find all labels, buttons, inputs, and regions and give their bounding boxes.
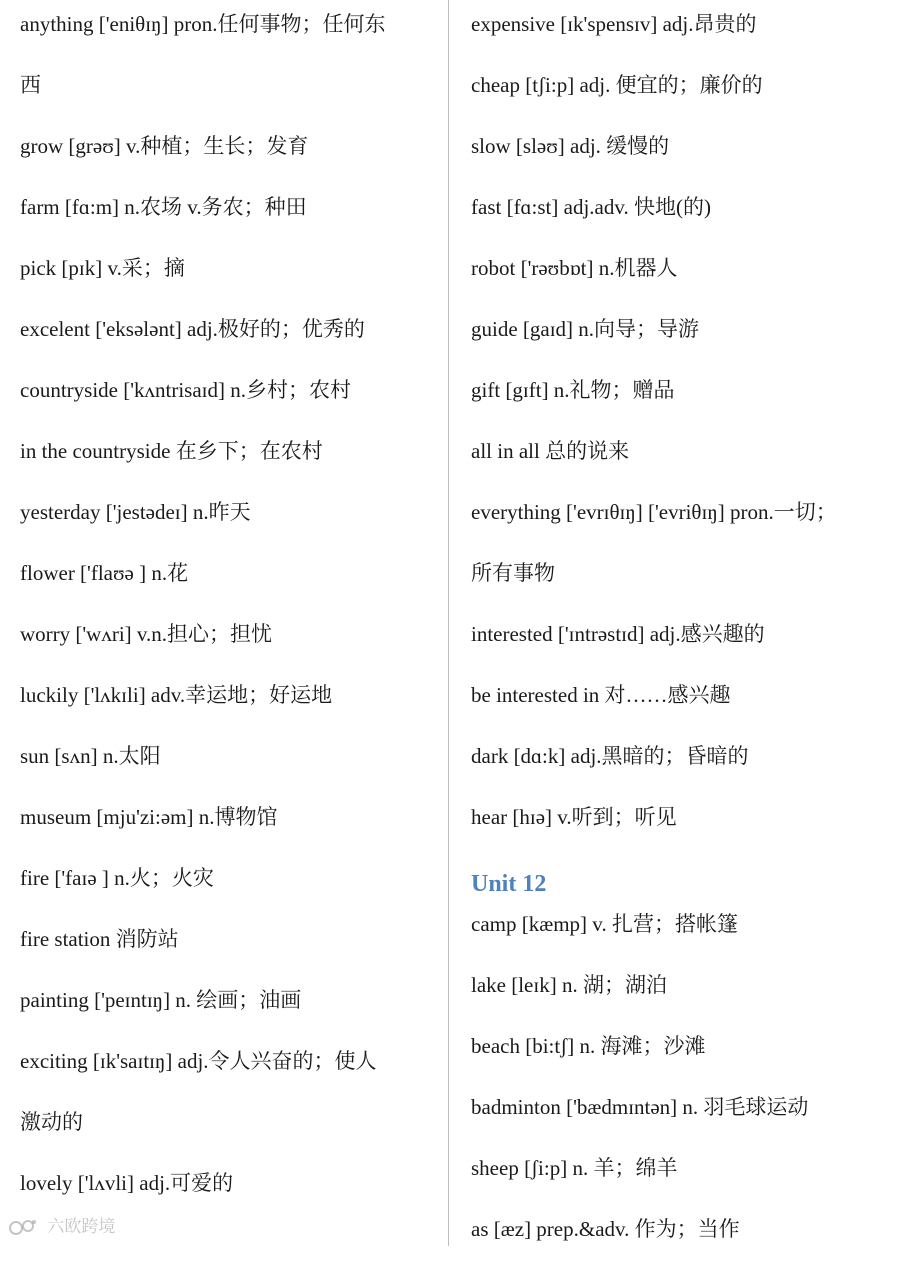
watermark-logo-icon bbox=[8, 1217, 38, 1237]
vocab-line: worry ['wʌri] v.n.担心；担忧 bbox=[20, 622, 273, 646]
vocab-line: museum [mju'zi:əm] n.博物馆 bbox=[20, 805, 278, 829]
vocab-line: slow [sləʊ] adj. 缓慢的 bbox=[471, 134, 670, 158]
vocab-line: be interested in 对……感兴趣 bbox=[471, 683, 731, 707]
right-column bbox=[471, 0, 891, 1266]
vocab-line: dark [dɑ:k] adj.黑暗的；昏暗的 bbox=[471, 744, 749, 768]
column-divider bbox=[448, 0, 449, 1246]
vocab-line: cheap [tʃi:p] adj. 便宜的；廉价的 bbox=[471, 73, 763, 97]
vocab-line: robot ['rəʊbɒt] n.机器人 bbox=[471, 256, 678, 280]
vocab-line: hear [hɪə] v.听到；听见 bbox=[471, 805, 677, 829]
vocab-line: badminton ['bædmɪntən] n. 羽毛球运动 bbox=[471, 1095, 809, 1119]
vocab-line: flower ['flaʊə ] n.花 bbox=[20, 561, 189, 585]
vocab-line: pick [pɪk] v.采；摘 bbox=[20, 256, 185, 280]
left-column bbox=[20, 0, 435, 1220]
vocab-line: 所有事物 bbox=[471, 561, 555, 585]
watermark-text: 六欧跨境 bbox=[47, 1217, 116, 1237]
vocab-line: farm [fɑ:m] n.农场 v.务农；种田 bbox=[20, 195, 307, 219]
vocab-line: lake [leɪk] n. 湖；湖泊 bbox=[471, 973, 667, 997]
vocab-line: luckily ['lʌkɪli] adv.幸运地；好运地 bbox=[20, 683, 333, 707]
vocab-line: as [æz] prep.&adv. 作为；当作 bbox=[471, 1217, 740, 1241]
vocab-line: sun [sʌn] n.太阳 bbox=[20, 744, 161, 768]
vocab-line: sheep [ʃi:p] n. 羊；绵羊 bbox=[471, 1156, 678, 1180]
vocab-line: yesterday ['jestədeɪ] n.昨天 bbox=[20, 500, 251, 524]
vocab-line: fire station 消防站 bbox=[20, 927, 179, 951]
vocab-line: gift [gɪft] n.礼物；赠品 bbox=[471, 378, 675, 402]
vocab-line: fire ['faɪə ] n.火；火灾 bbox=[20, 866, 214, 890]
vocab-line: excelent ['eksələnt] adj.极好的；优秀的 bbox=[20, 317, 365, 341]
unit-heading: Unit 12 bbox=[471, 871, 547, 897]
watermark bbox=[8, 1212, 115, 1242]
vocab-line: exciting [ɪk'saɪtɪŋ] adj.令人兴奋的；使人 bbox=[20, 1049, 377, 1073]
vocab-line: grow [grəʊ] v.种植；生长；发育 bbox=[20, 134, 309, 158]
vocab-line: lovely ['lʌvli] adj.可爱的 bbox=[20, 1171, 234, 1195]
vocab-line: 西 bbox=[20, 73, 41, 97]
vocab-line: in the countryside 在乡下；在农村 bbox=[20, 439, 323, 463]
vocab-line: painting ['peɪntɪŋ] n. 绘画；油画 bbox=[20, 988, 302, 1012]
vocab-line: all in all 总的说来 bbox=[471, 439, 630, 463]
vocab-line: expensive [ɪk'spensɪv] adj.昂贵的 bbox=[471, 12, 757, 36]
vocab-line: interested ['ɪntrəstɪd] adj.感兴趣的 bbox=[471, 622, 765, 646]
vocab-line: 激动的 bbox=[20, 1110, 83, 1134]
vocab-line: anything ['eniθɪŋ] pron.任何事物；任何东 bbox=[20, 12, 386, 36]
vocab-line: countryside ['kʌntrisaɪd] n.乡村；农村 bbox=[20, 378, 351, 402]
vocab-line: camp [kæmp] v. 扎营；搭帐篷 bbox=[471, 912, 738, 936]
vocab-line: guide [gaɪd] n.向导；导游 bbox=[471, 317, 700, 341]
vocab-line: fast [fɑ:st] adj.adv. 快地(的) bbox=[471, 195, 711, 219]
vocab-line: beach [bi:tʃ] n. 海滩；沙滩 bbox=[471, 1034, 706, 1058]
vocab-line: everything ['evrɪθɪŋ] ['evriθɪŋ] pron.一切； bbox=[471, 500, 837, 524]
